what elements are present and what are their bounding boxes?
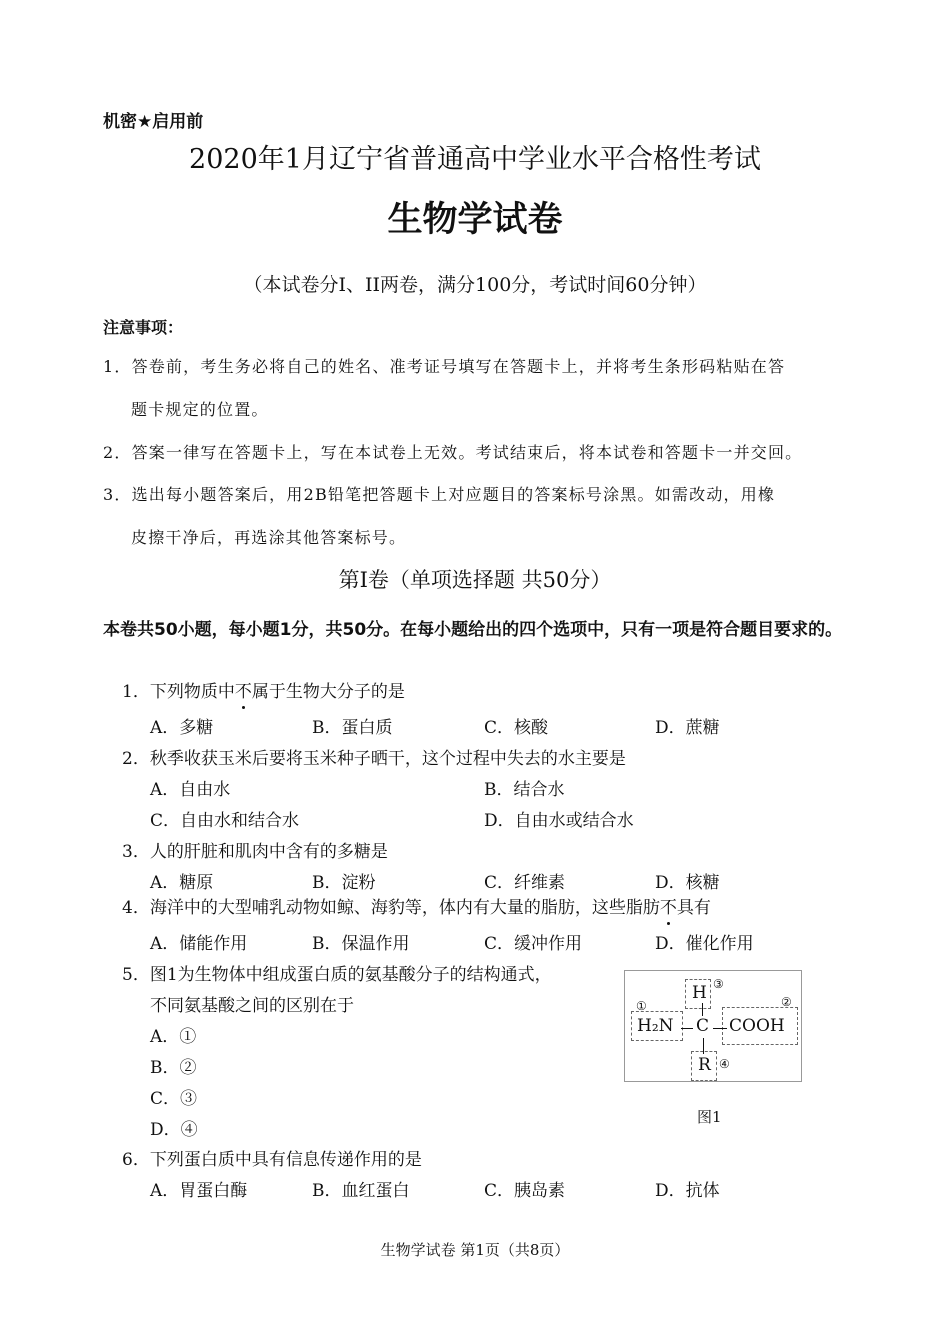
question-1-stem <box>122 677 405 702</box>
bond-c-cooh <box>713 1028 727 1029</box>
label-2: ② <box>781 995 792 1009</box>
q5-option-b: B．② <box>150 1058 197 1078</box>
label-1: ① <box>636 999 647 1013</box>
bond-n-c <box>681 1028 693 1029</box>
figure-caption: 图1 <box>697 1108 722 1126</box>
atom-c: C <box>696 1016 710 1036</box>
q4-option-d: D．催化作用 <box>655 934 754 954</box>
notice-item-3-line1: 3．选出每小题答案后，用2B铅笔把答题卡上对应题目的答案标号涂黑。如需改动，用橡 <box>103 485 776 504</box>
q3-option-d: D．核糖 <box>655 873 720 893</box>
confidential-label: 机密★启用前 <box>103 112 204 132</box>
q6-option-d: D．抗体 <box>655 1181 720 1201</box>
section-intro: 本卷共50小题，每小题1分，共50分。在每小题给出的四个选项中，只有一项是符合题目要求的。 <box>103 620 843 640</box>
q6-option-c: C．胰岛素 <box>484 1181 566 1201</box>
notice-item-2-line1: 2．答案一律写在答题卡上，写在本试卷上无效。考试结束后，将本试卷和答题卡一并交回。 <box>103 443 803 462</box>
q1-option-b: B．蛋白质 <box>312 718 393 738</box>
amino-acid-structure-figure <box>624 970 802 1082</box>
question-3-stem: 3．人的肝脏和肌肉中含有的多糖是 <box>122 842 388 862</box>
q3-option-c: C．纤维素 <box>484 873 566 893</box>
notice-item-1-line1: 1．答卷前，考生务必将自己的姓名、准考证号填写在答题卡上，并将考生条形码粘贴在答 <box>103 357 786 376</box>
q1-option-c: C．核酸 <box>484 718 549 738</box>
q2-option-d: D．自由水或结合水 <box>484 811 634 831</box>
q2-option-b: B．结合水 <box>484 780 565 800</box>
q5-option-d: D．④ <box>150 1120 198 1140</box>
q4-option-b: B．保温作用 <box>312 934 410 954</box>
section-title: 第I卷（单项选择题 共50分） <box>338 568 612 592</box>
q5-option-c: C．③ <box>150 1089 198 1109</box>
q1-option-d: D．蔗糖 <box>655 718 720 738</box>
q4-emphasis: 不 <box>659 898 677 918</box>
question-5-stem-line1: 5．图1为生物体中组成蛋白质的氨基酸分子的结构通式， <box>122 965 552 985</box>
question-5-stem-line2: 不同氨基酸之间的区别在于 <box>150 996 354 1016</box>
notice-heading: 注意事项： <box>103 318 184 337</box>
q6-option-a: A．胃蛋白酶 <box>150 1181 248 1201</box>
q4-option-c: C．缓冲作用 <box>484 934 583 954</box>
q1-pre: 1．下列物质中 <box>122 682 235 702</box>
q1-option-a: A．多糖 <box>150 718 214 738</box>
label-3: ③ <box>713 977 724 991</box>
q5-option-a: A．① <box>150 1027 197 1047</box>
q2-option-a: A．自由水 <box>150 780 231 800</box>
label-4: ④ <box>719 1057 730 1071</box>
question-6-stem: 6．下列蛋白质中具有信息传递作用的是 <box>122 1150 422 1170</box>
exam-title: 2020年1月辽宁省普通高中学业水平合格性考试 <box>189 144 761 175</box>
q3-option-b: B．淀粉 <box>312 873 376 893</box>
question-4-stem <box>122 893 711 918</box>
atom-h: H <box>692 983 707 1003</box>
q4-option-a: A．储能作用 <box>150 934 248 954</box>
q2-option-c: C．自由水和结合水 <box>150 811 300 831</box>
q6-option-b: B．血红蛋白 <box>312 1181 410 1201</box>
page-footer: 生物学试卷 第1页（共8页） <box>380 1241 570 1259</box>
notice-item-3-line2: 皮擦干净后，再选涂其他答案标号。 <box>131 528 407 547</box>
q1-emphasis: 不 <box>234 682 252 702</box>
atom-r: R <box>698 1055 711 1075</box>
q1-post: 属于生物大分子的是 <box>251 682 405 702</box>
notice-item-1-line2: 题卡规定的位置。 <box>131 400 269 419</box>
bond-c-h <box>702 1003 703 1016</box>
bond-c-r <box>703 1038 704 1054</box>
exam-info: （本试卷分I、II两卷，满分100分，考试时间60分钟） <box>243 274 707 296</box>
q4-post: 具有 <box>676 898 711 918</box>
q4-pre: 4．海洋中的大型哺乳动物如鲸、海豹等，体内有大量的脂肪，这些脂肪 <box>122 898 660 918</box>
group-h2n: H₂N <box>637 1016 674 1036</box>
group-cooh: COOH <box>729 1016 785 1036</box>
subject-title: 生物学试卷 <box>387 200 563 240</box>
question-2-stem: 2．秋季收获玉米后要将玉米种子晒干，这个过程中失去的水主要是 <box>122 749 626 769</box>
q3-option-a: A．糖原 <box>150 873 214 893</box>
